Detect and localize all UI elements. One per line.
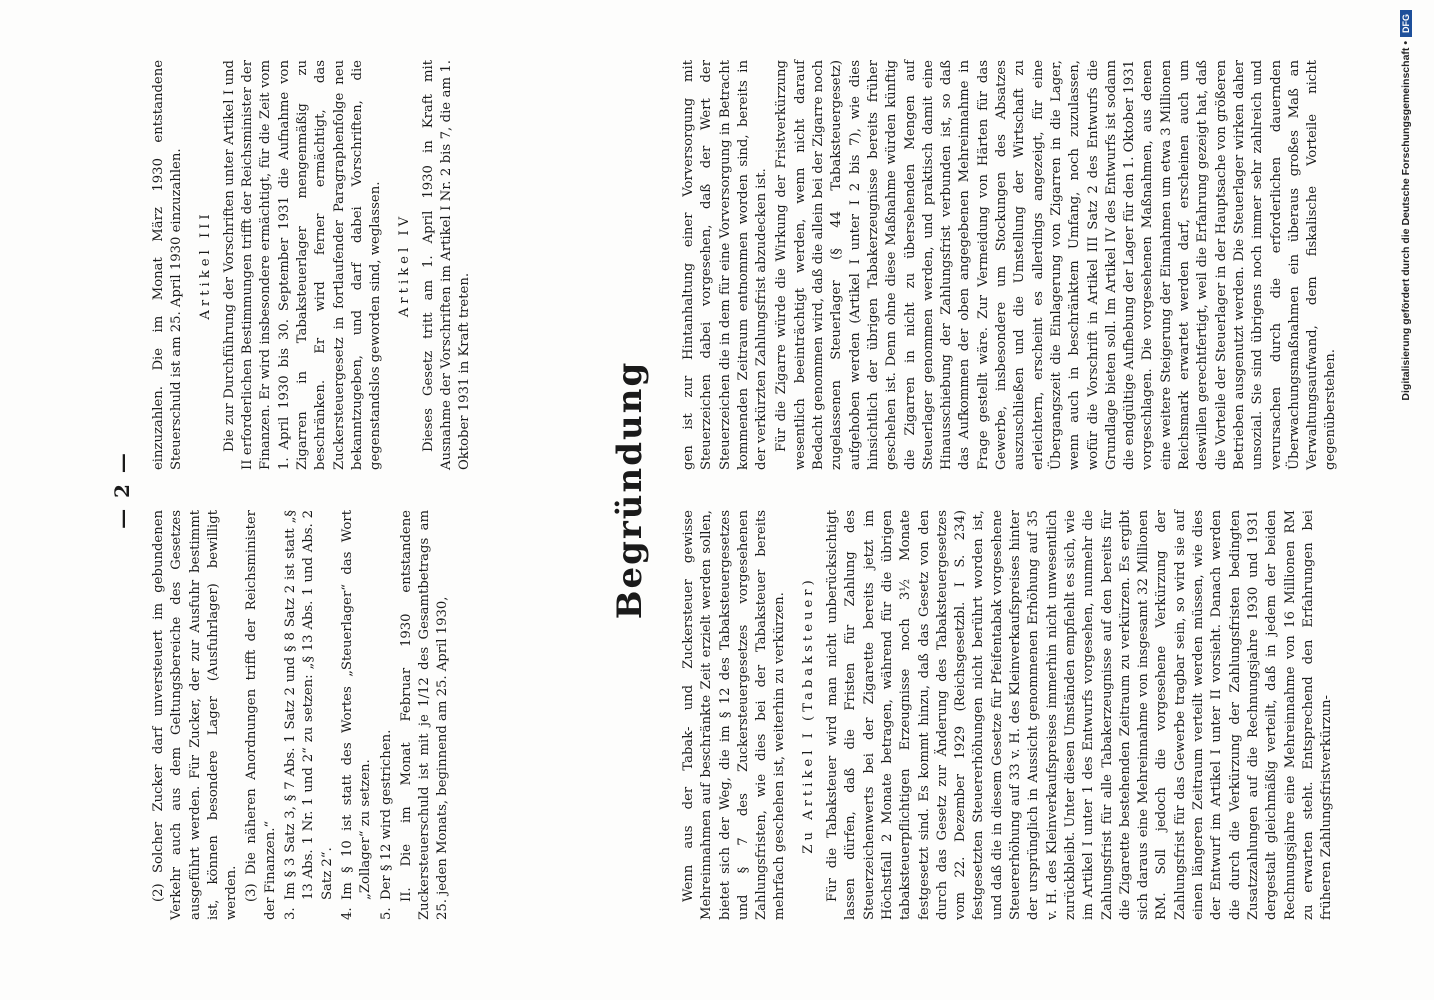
column-upper-left — [150, 510, 455, 920]
paragraph: einzuzahlen. Die im Monat März 1930 entstandene Steuerschuld ist am 25. April 1930 einzuzahlen. — [151, 60, 185, 470]
paragraph: gen ist zur Hintanhaltung einer Vorversorgung mit Steuerzeichen dabei vorgesehen, daß der Wert der Steuerzeichen die in dem für eine Vorversorgung in Betracht kommenden Zeitraum entnommen worden sind, bereits in der verkürzten Zahlungsfrist abzudecken ist. — [681, 60, 770, 470]
paragraph: II. Die im Monat Februar 1930 entstandene Zuckersteuerschuld ist mit je 1/12 des Gesamtbetrags am 25. jeden Monats, beginnend am 25. April 1930, — [398, 510, 451, 920]
column-lower-left — [680, 510, 1338, 920]
column-upper-right — [150, 60, 477, 470]
article-heading: Artikel III — [197, 210, 213, 320]
paragraph: Für die Zigarre würde die Wirkung der Fristverkürzung wesentlich beeinträchtigt werden, wenn nicht darauf Bedacht genommen wird, daß die allein bei der Zigarre noch zugelassenen Steuerlager (§ 44 Tabaksteuergesetz) aufgehoben werden (Artikel I unter I 2 bis 7), wie dies hinsichtlich der übrigen Tabakerzeugnisse bereits früher geschehen ist. Denn ohne diese Maßnahme würden künftig die Zigarren in nicht zu übersehenden Mengen auf Steuerlager genommen werden, und praktisch damit eine Hinausschiebung der Zahlungsfrist verbunden ist, so daß das Aufkommen der oben angegebenen Mehreinnahme in Frage gestellt wäre. Zur Vermeidung von Härten für das Gewerbe, insbesondere um Stockungen des Absatzes auszuschließen und die Umstellung der Wirtschaft zu erleichtern, erscheint es allerdings angezeigt, für eine Übergangszeit die Einlagerung von Zigarren in die Lager, wenn auch in beschränktem Umfang, noch zuzulassen, wofür die Vorschrift in Artikel III Satz 2 des Entwurfs die Grundlage bieten soll. Im Artikel IV des Entwurfs ist sodann die endgültige Aufhebung der Lager für den 1. Oktober 1931 vorgeschlagen. Die vorgesehenen Maßnahmen, aus denen eine weitere Steigerung der Einnahmen um etwa 3 Millionen Reichsmark erwartet werden darf, erscheinen auch um deswillen gerechtfertigt, weil die Erfahrung gezeigt hat, daß die Vorteile der Steuerlager in der Hauptsache von größeren Betrieben ausgenutzt werden. Die Steuerlager wirken daher unsozial. Sie sind übrigens noch immer sehr zahlreich und verursachen durch die erforderlichen dauernden Überwachungsmaßnahmen ein überaus großes Maß an Verwaltungsaufwand, dem fiskalische Vorteile nicht gegenüberstehen. — [774, 60, 1339, 470]
list-text: Der § 12 wird gestrichen. — [378, 729, 394, 900]
article-heading: Zu Artikel I (Tabaksteuer) — [800, 576, 816, 854]
article-heading: Artikel IV — [396, 212, 412, 318]
credit-label: Digitalisierung gefördert durch die Deutsche Forschungsgemeinschaft • — [1400, 41, 1412, 401]
list-item — [378, 510, 396, 920]
paragraph: Die zur Durchführung der Vorschriften unter Artikel I und II erforderlichen Bestimmungen trifft der Reichsminister der Finanzen. Er wird insbesondere ermächtigt, für die Zeit vom 1. April 1930 bis 30. September 1931 die Aufnahme von Zigarren in Tabaksteuerlager mengenmäßig zu beschränken. Er wird ferner ermächtigt, das Zuckersteuergesetz in fortlaufender Paragraphenfolge neu bekanntzugeben, und darf dabei Vorschriften, die gegenstandslos geworden sind, weglassen. — [221, 60, 384, 470]
document-page — [70, 20, 1370, 960]
digitization-credit — [1400, 10, 1430, 990]
credit-text — [1400, 10, 1412, 990]
page-number: — 2 — — [110, 451, 134, 529]
list-item — [282, 510, 337, 920]
dfg-logo: DFG — [1400, 10, 1412, 37]
list-number: 4. — [339, 907, 355, 920]
paragraph: Wenn aus der Tabak- und Zuckersteuer gewisse Mehreinnahmen auf beschränkte Zeit erzielt werden sollen, bietet sich der Weg, die im § 12 des Tabaksteuergesetzes und § 7 des Zuckersteuergesetzes vorgesehenen Zahlungsfristen, wie dies bei der Tabaksteuer bereits mehrfach geschehen ist, weiterhin zu verkürzen. — [681, 510, 788, 920]
paragraph: (2) Solcher Zucker darf unversteuert im gebundenen Verkehr auch aus dem Geltungsbereiche des Gesetzes ausgeführt werden. Für Zucker, der zur Ausfuhr bestimmt ist, können besondere Lager (Ausfuhrlager) bewilligt werden. — [151, 510, 240, 920]
scanned-sheet — [55, 15, 1385, 965]
list-number: 5. — [378, 907, 394, 920]
column-lower-right — [680, 60, 1343, 470]
list-number: 3. — [283, 907, 299, 920]
list-text: Im § 3 Satz 3, § 7 Abs. 1 Satz 2 und § 8 Satz 2 ist statt „§ 13 Abs. 1 Nr. 1 und 2“ zu setzen: „§ 13 Abs. 1 und Abs. 2 Satz 2“. — [283, 510, 335, 900]
paragraph: Für die Tabaksteuer wird man nicht unberücksichtigt lassen dürfen, daß die Fristen für Zahlung des Steuerzeichenwerts bei der Zigarette bereits jetzt im Höchstfall 2 Monate betragen, während für die übrigen tabaksteuerpflichtigen Erzeugnisse noch 3½ Monate festgesetzt sind. Es kommt hinzu, daß das Gesetz von den durch das Gesetz zur Änderung des Tabaksteuergesetzes vom 22. Dezember 1929 (Reichsgesetzbl. I S. 234) festgesetzten Steuererhöhungen nicht berührt worden ist, und daß die in diesem Gesetze für Pfeifentabak vorgesehene Steuererhöhung auf 33 v. H. des Kleinverkaufspreises hinter der ursprünglich in Aussicht genommenen Erhöhung auf 35 v. H. des Kleinverkaufspreises immerhin nicht unwesentlich zurückbleibt. Unter diesen Umständen empfiehlt es sich, wie im Artikel I unter 1 des Entwurfs vorgesehen, nunmehr die Zahlungsfrist für alle Tabakerzeugnisse auf den bereits für die Zigarette bestehenden Zeitraum zu verkürzen. Es ergibt sich daraus eine Mehreinnahme von insgesamt 32 Millionen RM. Soll jedoch die vorgesehene Verkürzung der Zahlungsfrist für das Gewerbe tragbar sein, so wird sie auf einen längeren Zeitraum verteilt werden müssen, wie dies der Entwurf im Artikel I unter II vorsieht. Danach werden die durch die Verkürzung der Zahlungsfristen bedingten Zusatzzahlungen auf die Rechnungsjahre 1930 und 1931 dergestalt gleichmäßig verteilt, daß in jedem der beiden Rechnungsjahre eine Mehreinnahme von 16 Millionen RM zu erwarten steht. Entsprechend den Erfahrungen bei früheren Zahlungsfristverkürzun- — [825, 510, 1335, 920]
list-item — [339, 510, 376, 920]
paragraph: (3) Die näheren Anordnungen trifft der Reichsminister der Finanzen.“ — [244, 510, 278, 920]
section-title: Begründung — [610, 360, 650, 620]
paragraph: Dieses Gesetz tritt am 1. April 1930 in Kraft mit Ausnahme der Vorschriften im Artikel I Nr. 2 bis 7, die am 1. Oktober 1931 in Kraft treten. — [420, 60, 473, 470]
list-text: Im § 10 ist statt des Wortes „Steuerlager“ das Wort „Zollager“ zu setzen. — [339, 510, 374, 900]
